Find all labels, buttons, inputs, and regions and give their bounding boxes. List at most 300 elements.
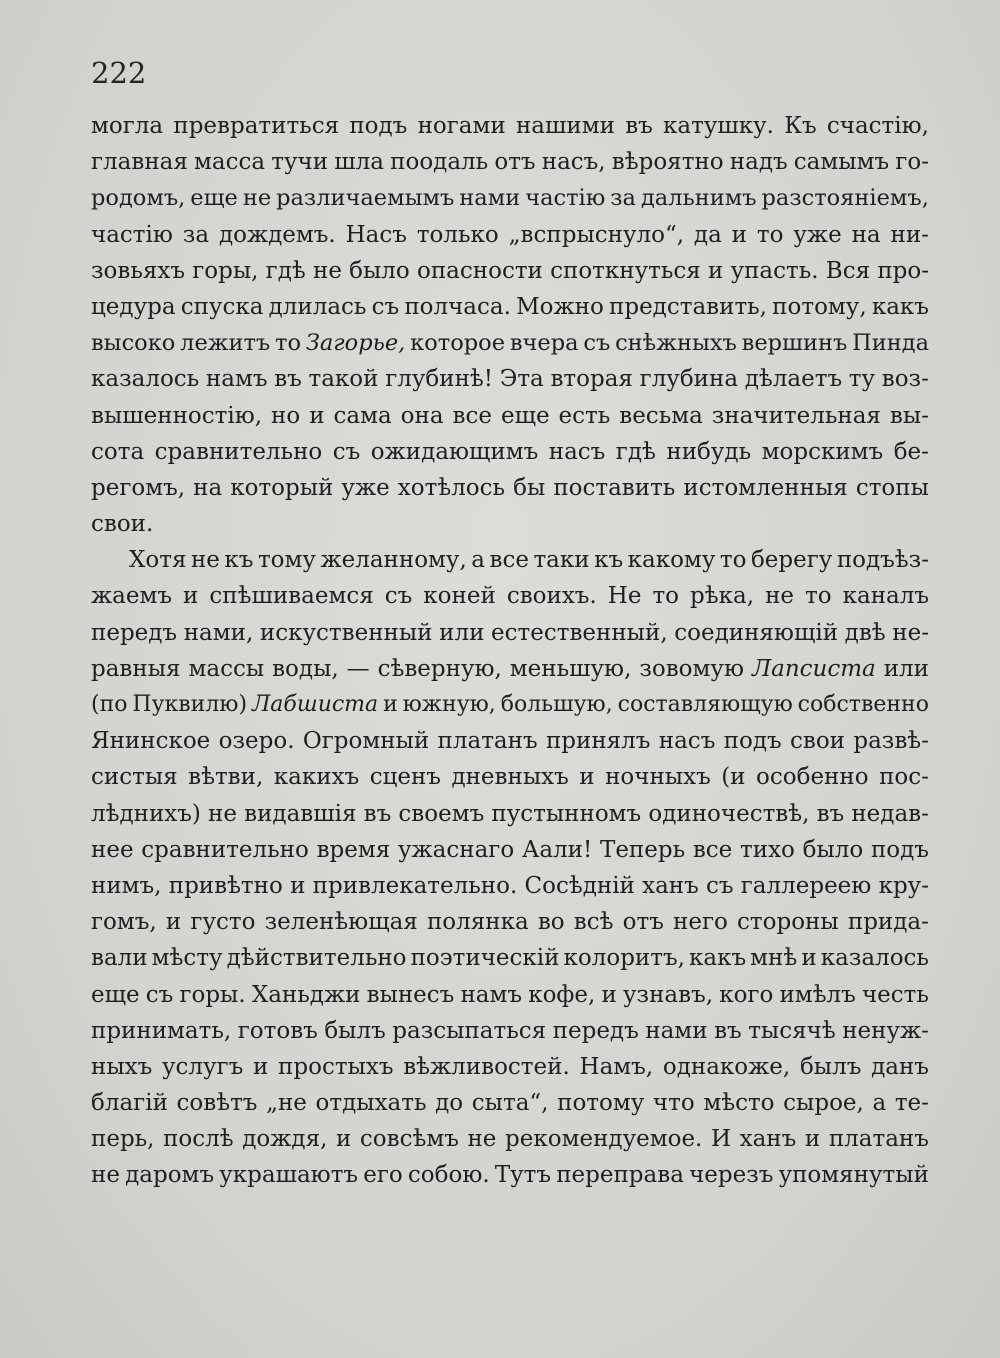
word: Насъ	[345, 221, 407, 248]
word: галлереею	[740, 872, 872, 899]
word: Сосѣдній	[524, 872, 635, 899]
word: вы-	[889, 402, 929, 429]
word: лежитъ	[180, 330, 271, 357]
word: жаемъ	[91, 583, 173, 610]
word: лѣднихъ)	[91, 800, 201, 827]
word: отдыхать	[315, 1090, 427, 1117]
word: таки	[533, 547, 590, 574]
word: кру-	[878, 872, 929, 899]
word: принимать,	[91, 1017, 232, 1044]
word: совсѣмъ	[359, 1126, 459, 1153]
word: не	[242, 185, 272, 212]
word: вали	[91, 945, 148, 972]
word: берегу	[750, 547, 833, 574]
word: систыя	[91, 764, 178, 791]
text-line	[91, 185, 929, 221]
word: насъ	[658, 728, 716, 755]
word: подъ	[870, 836, 929, 863]
word: тихо	[740, 836, 795, 863]
word: былъ	[799, 1053, 862, 1080]
word: узнавъ,	[623, 981, 714, 1008]
word: данъ	[871, 1053, 929, 1080]
word: Огромный	[302, 728, 430, 755]
word: дождя,	[242, 1126, 328, 1153]
word: который	[230, 474, 334, 501]
word: уже	[341, 474, 390, 501]
word: Не	[607, 583, 642, 610]
text-line	[91, 511, 929, 547]
word: и	[252, 1053, 269, 1080]
word: свои	[790, 728, 846, 755]
word: Теперь	[599, 836, 686, 863]
word: и	[383, 692, 398, 717]
word: отъ	[622, 909, 664, 936]
text-line	[91, 692, 929, 728]
word: видавшія	[244, 800, 357, 827]
word: и	[290, 872, 306, 899]
word: длилась	[268, 293, 367, 320]
word: однакоже,	[662, 1053, 791, 1080]
word: тому	[257, 547, 316, 574]
word: передъ	[552, 1017, 639, 1044]
word: упомянутый	[778, 1162, 929, 1189]
word: родомъ,	[91, 185, 186, 212]
word: потому	[557, 1090, 645, 1117]
word: что	[652, 1090, 695, 1117]
word: споткнуться	[550, 257, 701, 284]
word: не	[190, 547, 220, 574]
text-line	[91, 583, 929, 619]
word: или	[883, 655, 929, 682]
word: переправа	[556, 1162, 684, 1189]
word: нее	[91, 836, 134, 863]
word: Пинда	[852, 330, 929, 357]
word: дождемъ.	[218, 221, 336, 248]
page-number: 222	[91, 56, 147, 90]
word: весьма	[619, 402, 703, 429]
word: вѣтви,	[188, 764, 264, 791]
word: былъ	[324, 1017, 386, 1044]
word: истомленныя	[683, 474, 848, 501]
word: искуственный	[259, 619, 433, 646]
text-line	[91, 547, 929, 583]
word: зовьяхъ	[91, 257, 185, 284]
word: платанъ	[437, 728, 538, 755]
word: „вспрыснуло“,	[508, 221, 685, 248]
text-line	[91, 764, 929, 800]
text-line	[91, 439, 929, 475]
word: равныя	[91, 655, 181, 682]
word: нами,	[183, 619, 254, 646]
text-line	[91, 1018, 929, 1054]
word: —	[346, 655, 370, 682]
word: сѣверную,	[377, 655, 502, 682]
word: воз-	[881, 366, 929, 393]
text-line	[91, 801, 929, 837]
word: (и	[721, 764, 746, 791]
word: те-	[894, 1090, 929, 1117]
word: горы,	[192, 257, 259, 284]
word: отъ	[494, 149, 536, 176]
text-line	[91, 728, 929, 764]
word: полчаса.	[404, 293, 511, 320]
word: сота	[91, 438, 145, 465]
word: съ	[706, 872, 734, 899]
word: принялъ	[545, 728, 651, 755]
word: ни-	[890, 221, 929, 248]
word: намъ	[205, 366, 268, 393]
word: какому	[627, 547, 716, 574]
text-line	[91, 113, 929, 149]
word: одиночествѣ,	[648, 800, 810, 827]
word: частію	[525, 185, 606, 212]
word: сыта“,	[471, 1090, 549, 1117]
text-line	[91, 149, 929, 185]
word: благій	[91, 1090, 168, 1117]
word: то	[719, 547, 747, 574]
body-text	[91, 113, 929, 1199]
word: не-	[892, 619, 929, 646]
word: разсыпаться	[392, 1017, 547, 1044]
word: Лабшиста	[251, 692, 379, 717]
word: еще	[91, 981, 140, 1008]
word: Аали!	[521, 836, 593, 863]
word: нами	[459, 185, 521, 212]
word: стопы	[855, 474, 929, 501]
word: и	[579, 764, 595, 791]
word: перь,	[91, 1126, 155, 1153]
word: своихъ.	[506, 583, 597, 610]
word: и	[165, 909, 182, 936]
word: колоритъ,	[563, 945, 685, 972]
word: ханъ	[642, 872, 699, 899]
word: глубина	[639, 366, 739, 393]
word: имѣлъ	[779, 981, 856, 1008]
word: все	[489, 547, 529, 574]
word: съ	[583, 330, 611, 357]
word: было	[349, 257, 410, 284]
word: собственно	[797, 692, 929, 717]
word: черезъ	[689, 1162, 774, 1189]
word: и	[183, 583, 199, 610]
word: украшаютъ	[219, 1162, 359, 1189]
word: озеро.	[218, 728, 295, 755]
word: совѣтъ	[176, 1090, 258, 1117]
word: опасности	[417, 257, 543, 284]
word: то	[805, 583, 832, 610]
word: съ	[371, 293, 400, 320]
word: цедура	[91, 293, 176, 320]
word: съ	[145, 981, 174, 1008]
word: мнѣ	[750, 945, 798, 972]
word: (по	[91, 692, 128, 717]
word: гдѣ	[265, 257, 306, 284]
word: вѣроятно	[611, 149, 724, 176]
word: полянка	[426, 909, 529, 936]
word: счастію,	[826, 113, 929, 139]
word: частію	[91, 221, 173, 248]
word: платанъ	[828, 1126, 929, 1153]
word: Лапсиста	[751, 655, 876, 682]
word: тучи	[271, 149, 329, 176]
word: все	[692, 836, 733, 863]
word: бы	[513, 474, 546, 501]
word: мѣсту	[151, 945, 223, 972]
word: нимъ,	[91, 872, 162, 899]
word: густо	[190, 909, 256, 936]
word: уже	[793, 221, 842, 248]
word: высоко	[91, 330, 176, 357]
word: за	[182, 221, 210, 248]
word: каналъ	[842, 583, 929, 610]
word: сравнительно	[154, 438, 323, 465]
word: до	[435, 1090, 464, 1117]
word: го-	[895, 149, 929, 176]
word: мѣсто	[703, 1090, 775, 1117]
word: своемъ	[398, 800, 485, 827]
text-line	[91, 945, 929, 981]
word: даромъ	[125, 1162, 215, 1189]
word: самымъ	[793, 149, 890, 176]
word: и	[804, 1126, 821, 1153]
word: желанному,	[320, 547, 467, 574]
word: вторая	[550, 366, 633, 393]
word: представить,	[609, 293, 767, 320]
word: въ	[714, 1017, 742, 1044]
word: кого	[719, 981, 774, 1008]
word: зеленѣющая	[264, 909, 418, 936]
word: различаемымъ	[276, 185, 455, 212]
word: Янинское	[91, 728, 211, 755]
word: собою.	[407, 1162, 490, 1189]
word: есть	[558, 402, 611, 429]
word: казалось	[820, 945, 929, 972]
text-line	[91, 366, 929, 402]
word: не	[208, 800, 237, 827]
word: катушку.	[663, 113, 774, 139]
word: или	[439, 619, 485, 646]
word: и	[708, 257, 724, 284]
word: Тутъ	[494, 1162, 552, 1189]
word: а	[471, 547, 485, 574]
word: составляющую	[617, 692, 793, 717]
word: спѣшиваемся	[209, 583, 374, 610]
word: поэтическій	[410, 945, 560, 972]
word: честь	[861, 981, 929, 1008]
text-line	[91, 909, 929, 945]
word: которое	[410, 330, 506, 357]
word: и	[309, 402, 325, 429]
word: на	[851, 221, 881, 248]
word: пустынномъ	[491, 800, 642, 827]
word: за	[610, 185, 636, 212]
word: время	[316, 836, 391, 863]
word: ужаснаго	[397, 836, 515, 863]
text-line	[91, 1090, 929, 1126]
text-line	[91, 656, 929, 692]
word: было	[802, 836, 864, 863]
word: воды,	[272, 655, 339, 682]
word: подъѣз-	[836, 547, 929, 574]
word: могла	[91, 113, 164, 139]
word: вышенностію,	[91, 402, 263, 429]
word: Хотя	[129, 547, 187, 574]
word: то	[275, 330, 302, 357]
word: вынесъ	[366, 981, 455, 1008]
word: особенно	[756, 764, 869, 791]
word: упасть.	[730, 257, 819, 284]
word: еще	[190, 185, 238, 212]
word: и	[801, 945, 817, 972]
text-line	[91, 294, 929, 330]
word: подъ	[723, 728, 782, 755]
word: сравнительно	[141, 836, 309, 863]
word: „не	[266, 1090, 307, 1117]
text-line	[91, 222, 929, 258]
word: значительная	[711, 402, 881, 429]
word: стороны	[737, 909, 839, 936]
word: подъ	[349, 113, 408, 139]
word: какъ	[871, 293, 929, 320]
word: сама	[333, 402, 392, 429]
word: дѣйствительно	[226, 945, 407, 972]
word: большую,	[500, 692, 613, 717]
word: намъ	[460, 981, 523, 1008]
word: прида-	[847, 909, 929, 936]
word: то	[756, 221, 784, 248]
word: поставить	[553, 474, 676, 501]
word: развѣ-	[853, 728, 929, 755]
text-line	[91, 475, 929, 511]
word: его	[363, 1162, 403, 1189]
word: вчера	[509, 330, 579, 357]
text-line	[91, 873, 929, 909]
word: къ	[594, 547, 624, 574]
word: естественный,	[491, 619, 668, 646]
word: горы.	[179, 981, 246, 1008]
word: Пуквилю)	[132, 692, 248, 717]
word: только	[416, 221, 499, 248]
word: нибудь	[666, 438, 752, 465]
word: во	[537, 909, 565, 936]
word: готовъ	[237, 1017, 318, 1044]
word: Эта	[499, 366, 544, 393]
word: послѣ	[163, 1126, 234, 1153]
word: въ	[816, 800, 845, 827]
word: про-	[877, 257, 929, 284]
word: въ	[274, 366, 302, 393]
word: не	[91, 1162, 120, 1189]
word: масса	[194, 149, 266, 176]
word: массы	[188, 655, 265, 682]
word: Ханьджи	[251, 981, 361, 1008]
word: казалось	[91, 366, 200, 393]
word: меньшую,	[509, 655, 632, 682]
word: кофе,	[528, 981, 596, 1008]
word: соединяющій	[674, 619, 839, 646]
word: Можно	[516, 293, 604, 320]
word: не	[312, 257, 342, 284]
word: на	[193, 474, 223, 501]
word: не	[467, 1126, 497, 1153]
word: ханъ	[739, 1126, 797, 1153]
word: зовомую	[639, 655, 744, 682]
word: Загорье,	[305, 330, 406, 357]
word: къ	[224, 547, 254, 574]
word: двѣ	[844, 619, 886, 646]
word: потому,	[772, 293, 867, 320]
word: ногами	[417, 113, 506, 139]
word: разстояніемъ,	[761, 185, 929, 212]
word: то	[652, 583, 680, 610]
word: свои.	[91, 511, 154, 538]
word: вѣжливостей.	[403, 1053, 570, 1080]
word: простыхъ	[278, 1053, 394, 1080]
word: и	[335, 1126, 352, 1153]
word: передъ	[91, 619, 178, 646]
word: и	[731, 221, 748, 248]
word: Къ	[784, 113, 817, 139]
word: она	[400, 402, 444, 429]
word: ненуж-	[842, 1017, 929, 1044]
word: шла	[334, 149, 384, 176]
word: какихъ	[273, 764, 360, 791]
word: ныхъ	[91, 1053, 153, 1080]
word: Вся	[825, 257, 871, 284]
word: превратиться	[173, 113, 340, 139]
word: рѣка,	[690, 583, 755, 610]
word: снѣжныхъ	[615, 330, 737, 357]
word: а	[872, 1090, 887, 1117]
word: все	[452, 402, 492, 429]
word: южную,	[402, 692, 496, 717]
word: насъ	[548, 438, 606, 465]
word: еще	[500, 402, 550, 429]
word: морскимъ	[761, 438, 884, 465]
word: дневныхъ	[451, 764, 569, 791]
word: коней	[423, 583, 496, 610]
word: дѣлаетъ	[744, 366, 843, 393]
word: въ	[625, 113, 653, 139]
word: тысячѣ	[748, 1017, 836, 1044]
word: дальнимъ	[640, 185, 757, 212]
word: глубинѣ!	[385, 366, 494, 393]
word: привлекательно.	[312, 872, 518, 899]
word: съ	[332, 438, 361, 465]
word: надъ	[729, 149, 788, 176]
word: недав-	[851, 800, 929, 827]
text-line	[91, 258, 929, 294]
word: привѣтно	[168, 872, 283, 899]
word: какъ	[689, 945, 747, 972]
word: поодаль	[390, 149, 489, 176]
word: главная	[91, 149, 188, 176]
word: да	[693, 221, 722, 248]
word: хотѣлось	[397, 474, 506, 501]
word: не	[765, 583, 795, 610]
word: регомъ,	[91, 474, 186, 501]
word: него	[673, 909, 728, 936]
word: ожидающимъ	[370, 438, 539, 465]
word: гдѣ	[615, 438, 656, 465]
word: нами	[645, 1017, 708, 1044]
text-line	[91, 982, 929, 1018]
word: и	[601, 981, 617, 1008]
word: И	[710, 1126, 732, 1153]
word: такой	[308, 366, 379, 393]
text-line	[91, 403, 929, 439]
text-line	[91, 620, 929, 656]
